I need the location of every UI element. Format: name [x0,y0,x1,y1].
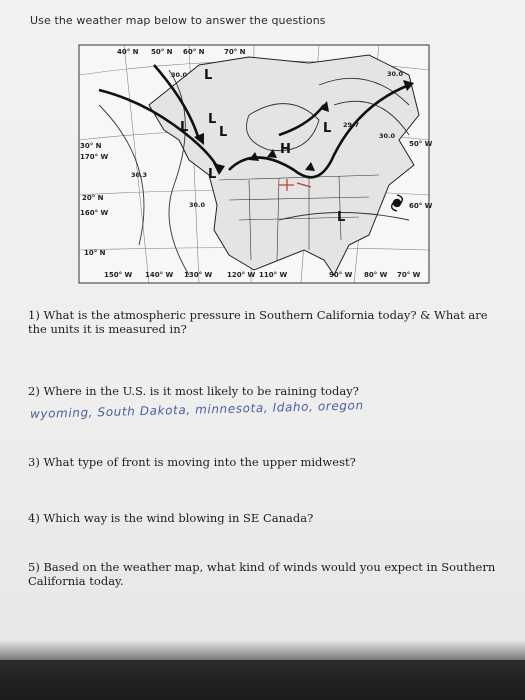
lon-label: 160° W [80,209,109,217]
question-5: 5) Based on the weather map, what kind of winds would you expect in Southern California today. [28,560,496,588]
lon-label: 90° W [329,271,353,279]
lat-label: 60° N [183,48,205,56]
high-pressure-symbol: H [280,142,291,157]
lon-label: 140° W [145,271,174,279]
lat-label: 20° N [82,194,104,202]
low-pressure-symbol: L [204,68,213,83]
lon-label: 120° W [227,271,256,279]
lon-label: 80° W [364,271,388,279]
question-2: 2) Where in the U.S. is it most likely to be raining today? [28,384,359,398]
low-pressure-symbol: L [180,120,189,135]
isobar-label: 30.3 [131,171,148,179]
lon-label: 70° W [397,271,421,279]
low-pressure-symbol: L [323,121,332,136]
lon-label: 130° W [184,271,213,279]
isobar-label: 30.0 [171,71,188,79]
lon-label: 150° W [104,271,133,279]
lon-label: 170° W [80,153,109,161]
question-3: 3) What type of front is moving into the upper midwest? [28,455,356,469]
weather-map [79,45,433,283]
lat-label: 30° N [80,142,102,150]
lat-label: 50° N [151,48,173,56]
lon-label: 110° W [259,271,288,279]
low-pressure-symbol: L [337,210,346,225]
isobar-label: 29.7 [343,121,360,129]
page-shadow [0,640,525,700]
isobar-label: 30.0 [387,70,404,78]
lon-label: 60° W [409,202,433,210]
lon-label: 50° W [409,140,433,148]
isobar-label: 30.0 [189,201,206,209]
lat-label: 10° N [84,249,106,257]
question-4: 4) Which way is the wind blowing in SE Canada? [28,511,314,525]
handwritten-answer-2: wyoming, South Dakota, minnesota, Idaho, oregon [29,398,364,421]
low-pressure-symbol: L [219,125,228,140]
lat-label: 70° N [224,48,246,56]
instruction-text: Use the weather map below to answer the questions [30,14,326,27]
low-pressure-symbol: L [208,112,217,127]
question-1: 1) What is the atmospheric pressure in Southern California today? & What are the units it is measured in? [28,308,488,336]
lat-label: 40° N [117,48,139,56]
isobar-label: 30.0 [379,132,396,140]
low-pressure-symbol: L [208,167,217,182]
